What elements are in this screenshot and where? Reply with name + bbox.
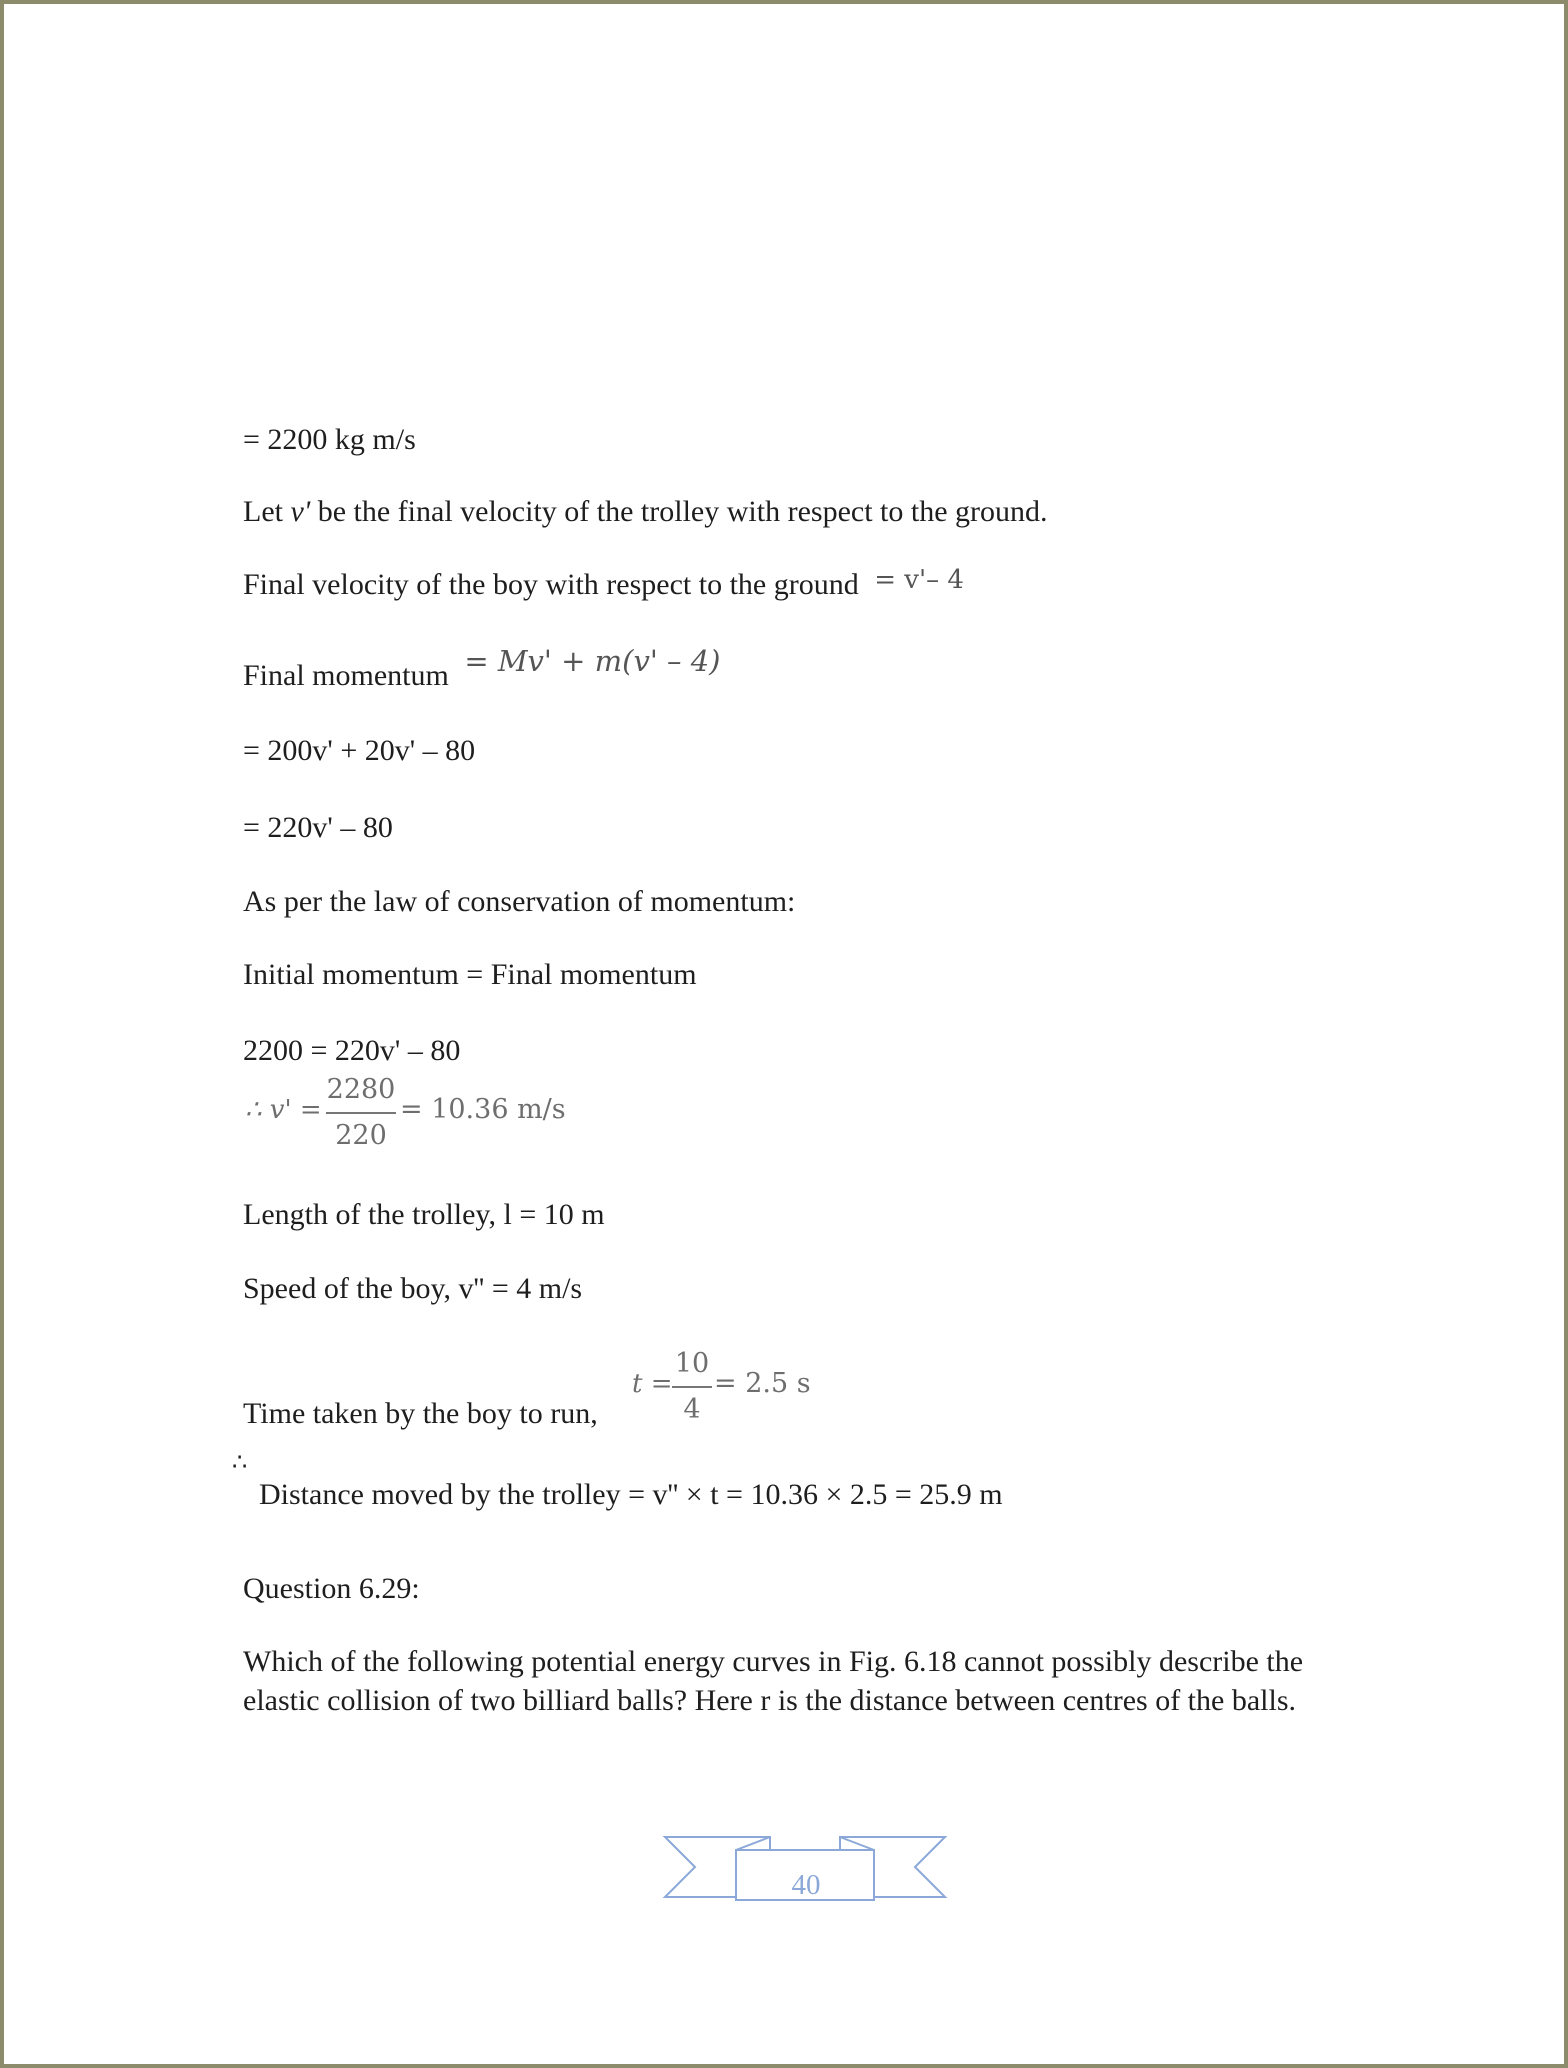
velocity-fraction <box>326 1070 396 1156</box>
time-fraction-denominator: 4 <box>683 1394 701 1425</box>
final-velocity-definition: Let v' be the final velocity of the trolley with respect to the ground. <box>243 495 1048 528</box>
velocity-eq-prefix: ∴ v' = <box>245 1095 322 1125</box>
velocity-fraction-numerator: 2280 <box>326 1074 396 1105</box>
time-eq-result: = 2.5 s <box>714 1368 811 1399</box>
time-fraction-numerator: 10 <box>674 1348 710 1379</box>
momentum-step-1: = 200v' + 20v' – 80 <box>243 734 476 767</box>
boy-velocity-expression: = v'– 4 <box>874 565 964 595</box>
velocity-fraction-denominator: 220 <box>335 1120 387 1151</box>
time-fraction <box>672 1344 712 1430</box>
distance-moved-line: Distance moved by the trolley = v'' × t = 10.36 × 2.5 = 25.9 m <box>259 1478 1003 1511</box>
fraction-bar <box>326 1112 396 1114</box>
boy-speed-line: Speed of the boy, v'' = 4 m/s <box>243 1272 583 1305</box>
velocity-eq-result: = 10.36 m/s <box>400 1094 566 1125</box>
trolley-length-line: Length of the trolley, l = 10 m <box>243 1198 605 1231</box>
fraction-bar <box>672 1386 712 1388</box>
final-momentum-line: Final momentum = Mv' + m(v' – 4) <box>243 644 721 692</box>
final-momentum-expression: = Mv' + m(v' – 4) <box>464 644 721 678</box>
momentum-step-2: = 220v' – 80 <box>243 811 393 844</box>
momentum-value-line: = 2200 kg m/s <box>243 423 416 456</box>
momentum-equation: 2200 = 220v' – 80 <box>243 1034 461 1067</box>
momentum-equality: Initial momentum = Final momentum <box>243 958 697 991</box>
question-text: Which of the following potential energy curves in Fig. 6.18 cannot possibly describe the elastic collision of two billiard balls? Here r is the distance between centres of the balls. <box>243 1645 1304 1717</box>
page-number: 40 <box>791 1869 821 1901</box>
question-label: Question 6.29: <box>243 1572 420 1605</box>
time-taken-label: Time taken by the boy to run, <box>243 1397 598 1430</box>
therefore-symbol: ∴ <box>232 1450 248 1476</box>
boy-velocity-line: Final velocity of the boy with respect to the ground = v'– 4 <box>243 565 964 601</box>
conservation-statement: As per the law of conservation of momentum: <box>243 885 796 918</box>
time-eq-prefix: t = <box>632 1369 673 1399</box>
